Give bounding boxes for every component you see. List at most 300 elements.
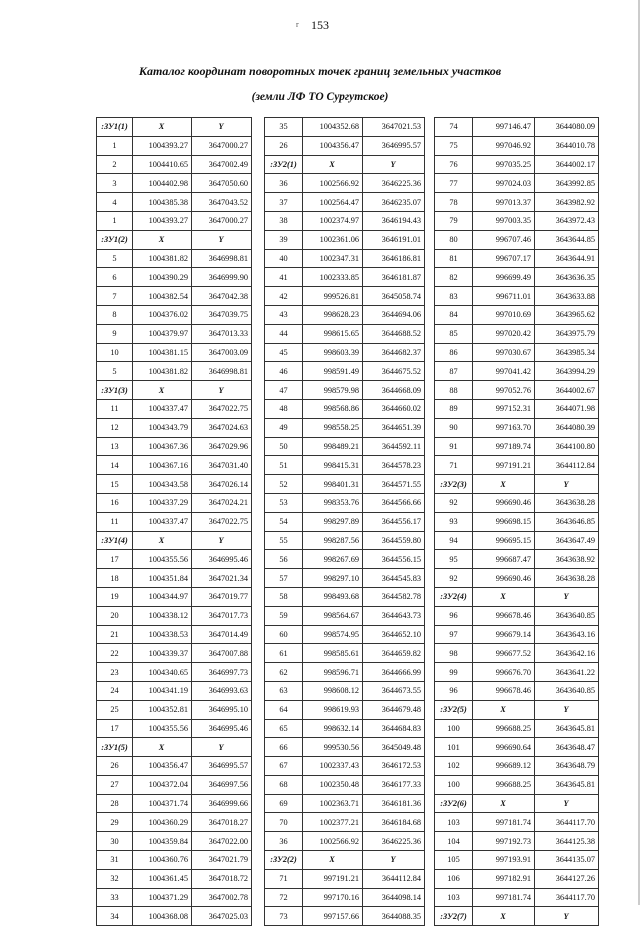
coord-y-cell: 3647031.40 [192, 456, 252, 475]
coord-x-cell: 997181.74 [473, 813, 535, 832]
coord-y-cell: 3644002.17 [535, 155, 599, 174]
coord-y-cell: 3644117.70 [535, 813, 599, 832]
table-row [435, 550, 599, 569]
table-row [97, 211, 252, 230]
point-id-cell: 15 [97, 475, 133, 494]
section-label: :ЗУ2(7) [435, 907, 473, 926]
coord-x-cell: 997192.73 [473, 832, 535, 851]
point-id-cell: 3 [97, 174, 133, 193]
point-id-cell: 100 [435, 775, 473, 794]
table-row [265, 832, 425, 851]
coord-x-cell: 1004367.16 [133, 456, 192, 475]
table-row [265, 136, 425, 155]
coord-x-cell: 997013.37 [473, 193, 535, 212]
point-id-cell: 33 [97, 888, 133, 907]
column-header-x: X [133, 381, 192, 400]
point-id-cell: 83 [435, 287, 473, 306]
table-row [265, 456, 425, 475]
coord-y-cell: 3644112.84 [535, 456, 599, 475]
point-id-cell: 36 [265, 174, 303, 193]
coord-y-cell: 3644688.52 [363, 324, 425, 343]
table-row [97, 587, 252, 606]
coord-y-cell: 3646177.33 [363, 775, 425, 794]
point-id-cell: 1 [97, 211, 133, 230]
coordinate-table-2 [264, 117, 425, 926]
table-row [265, 757, 425, 776]
coord-x-cell: 998267.69 [303, 550, 363, 569]
table-row [265, 606, 425, 625]
table-row [435, 493, 599, 512]
coord-y-cell: 3646181.87 [363, 268, 425, 287]
coord-y-cell: 3647029.96 [192, 437, 252, 456]
section-label: :ЗУ2(4) [435, 587, 473, 606]
coord-y-cell: 3646225.36 [363, 174, 425, 193]
column-header-y: Y [363, 155, 425, 174]
coord-y-cell: 3644652.10 [363, 625, 425, 644]
point-id-cell: 7 [97, 287, 133, 306]
coord-x-cell: 997146.47 [473, 118, 535, 137]
table-row [97, 757, 252, 776]
coord-x-cell: 996689.12 [473, 757, 535, 776]
table-row [265, 738, 425, 757]
coord-x-cell: 998297.10 [303, 569, 363, 588]
coord-y-cell: 3644571.55 [363, 475, 425, 494]
coord-x-cell: 997052.76 [473, 381, 535, 400]
point-id-cell: 53 [265, 493, 303, 512]
column-header-x: X [473, 794, 535, 813]
section-label: :ЗУ2(6) [435, 794, 473, 813]
coord-y-cell: 3647018.27 [192, 813, 252, 832]
table-row [435, 381, 599, 400]
table-row [97, 437, 252, 456]
point-id-cell: 46 [265, 362, 303, 381]
coord-x-cell: 998608.12 [303, 681, 363, 700]
column-header-y: Y [192, 738, 252, 757]
coord-y-cell: 3646995.57 [363, 136, 425, 155]
coord-x-cell: 1002363.71 [303, 794, 363, 813]
coord-y-cell: 3647022.00 [192, 832, 252, 851]
point-id-cell: 26 [97, 757, 133, 776]
table-row [97, 193, 252, 212]
column-header-x: X [133, 230, 192, 249]
point-id-cell: 90 [435, 418, 473, 437]
point-id-cell: 17 [97, 550, 133, 569]
point-id-cell: 27 [97, 775, 133, 794]
point-id-cell: 63 [265, 681, 303, 700]
coord-y-cell: 3643648.47 [535, 738, 599, 757]
table-row [435, 249, 599, 268]
table-row [435, 174, 599, 193]
section-label: :ЗУ2(1) [265, 155, 303, 174]
point-id-cell: 78 [435, 193, 473, 212]
section-header-row [97, 118, 252, 137]
point-id-cell: 92 [435, 569, 473, 588]
point-id-cell: 18 [97, 569, 133, 588]
coord-x-cell: 1004393.27 [133, 211, 192, 230]
table-row [265, 305, 425, 324]
table-row [97, 174, 252, 193]
table-row [435, 418, 599, 437]
point-id-cell: 76 [435, 155, 473, 174]
coord-y-cell: 3646998.81 [192, 249, 252, 268]
point-id-cell: 57 [265, 569, 303, 588]
table-row [265, 587, 425, 606]
table-row [97, 418, 252, 437]
coord-y-cell: 3643965.62 [535, 305, 599, 324]
coord-x-cell: 996690.46 [473, 569, 535, 588]
coord-x-cell: 1004352.68 [303, 118, 363, 137]
coord-y-cell: 3644684.83 [363, 719, 425, 738]
coord-x-cell: 1004355.56 [133, 550, 192, 569]
point-id-cell: 41 [265, 268, 303, 287]
table-row [97, 493, 252, 512]
point-id-cell: 92 [435, 493, 473, 512]
coord-y-cell: 3646993.63 [192, 681, 252, 700]
coord-x-cell: 998632.14 [303, 719, 363, 738]
point-id-cell: 106 [435, 869, 473, 888]
point-id-cell: 11 [97, 512, 133, 531]
table-row [435, 399, 599, 418]
section-label: :ЗУ2(3) [435, 475, 473, 494]
coord-y-cell: 3646225.36 [363, 832, 425, 851]
table-row [265, 249, 425, 268]
coord-x-cell: 1004338.53 [133, 625, 192, 644]
point-id-cell: 28 [97, 794, 133, 813]
coord-x-cell: 1004339.37 [133, 644, 192, 663]
coord-x-cell: 1002333.85 [303, 268, 363, 287]
table-row [97, 813, 252, 832]
table-row [435, 437, 599, 456]
column-header-y: Y [535, 475, 599, 494]
coordinate-table-3 [434, 117, 599, 926]
table-row [435, 268, 599, 287]
point-id-cell: 51 [265, 456, 303, 475]
coord-y-cell: 3644117.70 [535, 888, 599, 907]
section-header-row [435, 907, 599, 926]
section-label: :ЗУ1(1) [97, 118, 133, 137]
coord-y-cell: 3646997.56 [192, 775, 252, 794]
coord-y-cell: 3644643.73 [363, 606, 425, 625]
table-row [97, 606, 252, 625]
table-row [265, 381, 425, 400]
section-label: :ЗУ2(2) [265, 851, 303, 870]
table-row [435, 211, 599, 230]
column-header-x: X [133, 118, 192, 137]
section-label: :ЗУ1(3) [97, 381, 133, 400]
coord-x-cell: 997010.69 [473, 305, 535, 324]
point-id-cell: 100 [435, 719, 473, 738]
coord-y-cell: 3643640.85 [535, 606, 599, 625]
point-id-cell: 98 [435, 644, 473, 663]
coord-y-cell: 3644010.78 [535, 136, 599, 155]
coord-y-cell: 3644080.39 [535, 418, 599, 437]
coord-x-cell: 997191.21 [303, 869, 363, 888]
table-row [265, 475, 425, 494]
point-id-cell: 86 [435, 343, 473, 362]
coord-y-cell: 3646184.68 [363, 813, 425, 832]
table-row [265, 268, 425, 287]
point-id-cell: 17 [97, 719, 133, 738]
table-row [265, 869, 425, 888]
table-row [435, 456, 599, 475]
coord-x-cell: 1004337.29 [133, 493, 192, 512]
coord-x-cell: 996688.25 [473, 719, 535, 738]
column-header-y: Y [192, 118, 252, 137]
point-id-cell: 68 [265, 775, 303, 794]
coord-y-cell: 3644566.66 [363, 493, 425, 512]
table-row [97, 775, 252, 794]
point-id-cell: 105 [435, 851, 473, 870]
coord-y-cell: 3644071.98 [535, 399, 599, 418]
point-id-cell: 79 [435, 211, 473, 230]
coord-y-cell: 3643985.34 [535, 343, 599, 362]
coordinate-table-1 [96, 117, 252, 926]
point-id-cell: 45 [265, 343, 303, 362]
point-id-cell: 91 [435, 437, 473, 456]
column-header-y: Y [535, 700, 599, 719]
coord-x-cell: 1004337.47 [133, 512, 192, 531]
coord-x-cell: 997020.42 [473, 324, 535, 343]
section-header-row [265, 851, 425, 870]
table-row [97, 249, 252, 268]
table-row [435, 362, 599, 381]
coord-x-cell: 997157.66 [303, 907, 363, 926]
coord-x-cell: 996711.01 [473, 287, 535, 306]
point-id-cell: 87 [435, 362, 473, 381]
point-id-cell: 58 [265, 587, 303, 606]
coord-y-cell: 3647022.75 [192, 512, 252, 531]
coord-x-cell: 996690.64 [473, 738, 535, 757]
column-header-y: Y [535, 907, 599, 926]
coord-x-cell: 998401.31 [303, 475, 363, 494]
table-row [97, 456, 252, 475]
coord-y-cell: 3643647.49 [535, 531, 599, 550]
table-row [265, 193, 425, 212]
coord-x-cell: 1002347.31 [303, 249, 363, 268]
point-id-cell: 38 [265, 211, 303, 230]
table-row [435, 531, 599, 550]
point-id-cell: 54 [265, 512, 303, 531]
coord-x-cell: 996707.17 [473, 249, 535, 268]
coord-y-cell: 3643646.85 [535, 512, 599, 531]
coord-y-cell: 3647002.78 [192, 888, 252, 907]
point-id-cell: 14 [97, 456, 133, 475]
coord-y-cell: 3643644.85 [535, 230, 599, 249]
section-header-row [435, 794, 599, 813]
point-id-cell: 39 [265, 230, 303, 249]
point-id-cell: 84 [435, 305, 473, 324]
coord-y-cell: 3644659.82 [363, 644, 425, 663]
coord-x-cell: 1004371.29 [133, 888, 192, 907]
point-id-cell: 56 [265, 550, 303, 569]
point-id-cell: 67 [265, 757, 303, 776]
section-label: :ЗУ1(2) [97, 230, 133, 249]
coord-x-cell: 997163.70 [473, 418, 535, 437]
coord-x-cell: 997041.42 [473, 362, 535, 381]
coord-x-cell: 1004356.47 [303, 136, 363, 155]
point-id-cell: 12 [97, 418, 133, 437]
coord-y-cell: 3646995.10 [192, 700, 252, 719]
table-row [435, 625, 599, 644]
coord-x-cell: 997170.16 [303, 888, 363, 907]
point-id-cell: 11 [97, 399, 133, 418]
table-row [435, 775, 599, 794]
point-id-cell: 10 [97, 343, 133, 362]
coord-x-cell: 1004338.12 [133, 606, 192, 625]
point-id-cell: 20 [97, 606, 133, 625]
coord-y-cell: 3644578.23 [363, 456, 425, 475]
coord-x-cell: 1002361.06 [303, 230, 363, 249]
point-id-cell: 34 [97, 907, 133, 926]
point-id-cell: 101 [435, 738, 473, 757]
coord-x-cell: 1004379.97 [133, 324, 192, 343]
table-row [97, 663, 252, 682]
coord-y-cell: 3643638.28 [535, 493, 599, 512]
coord-y-cell: 3647019.77 [192, 587, 252, 606]
section-label: :ЗУ1(4) [97, 531, 133, 550]
coord-y-cell: 3644592.11 [363, 437, 425, 456]
point-id-cell: 6 [97, 268, 133, 287]
coord-x-cell: 997046.92 [473, 136, 535, 155]
coord-x-cell: 998493.68 [303, 587, 363, 606]
coord-y-cell: 3644660.02 [363, 399, 425, 418]
coord-x-cell: 1004368.08 [133, 907, 192, 926]
coord-x-cell: 1004343.58 [133, 475, 192, 494]
table-row [435, 663, 599, 682]
coord-y-cell: 3644651.39 [363, 418, 425, 437]
point-id-cell: 47 [265, 381, 303, 400]
coord-x-cell: 997189.74 [473, 437, 535, 456]
coord-x-cell: 998596.71 [303, 663, 363, 682]
point-id-cell: 80 [435, 230, 473, 249]
column-header-y: Y [535, 587, 599, 606]
point-id-cell: 50 [265, 437, 303, 456]
point-id-cell: 70 [265, 813, 303, 832]
table-row [265, 531, 425, 550]
point-id-cell: 72 [265, 888, 303, 907]
coord-y-cell: 3644135.07 [535, 851, 599, 870]
coord-x-cell: 1004340.65 [133, 663, 192, 682]
coord-x-cell: 1004410.65 [133, 155, 192, 174]
coord-x-cell: 998591.49 [303, 362, 363, 381]
coord-x-cell: 997193.91 [473, 851, 535, 870]
table-row [435, 230, 599, 249]
coord-y-cell: 3647007.88 [192, 644, 252, 663]
column-header-x: X [303, 851, 363, 870]
coord-x-cell: 1004343.79 [133, 418, 192, 437]
coord-y-cell: 3646172.53 [363, 757, 425, 776]
coord-x-cell: 996678.46 [473, 681, 535, 700]
table-row [265, 118, 425, 137]
coord-x-cell: 997003.35 [473, 211, 535, 230]
point-id-cell: 77 [435, 174, 473, 193]
table-row [265, 550, 425, 569]
coord-y-cell: 3647002.49 [192, 155, 252, 174]
document-subtitle: (земли ЛФ ТО Сургутское) [251, 91, 389, 103]
table-row [97, 681, 252, 700]
coord-x-cell: 997030.67 [473, 343, 535, 362]
coord-y-cell: 3646997.73 [192, 663, 252, 682]
coord-x-cell: 996698.15 [473, 512, 535, 531]
point-id-cell: 31 [97, 851, 133, 870]
table-row [435, 757, 599, 776]
point-id-cell: 23 [97, 663, 133, 682]
coord-y-cell: 3644088.35 [363, 907, 425, 926]
coord-x-cell: 1004371.74 [133, 794, 192, 813]
point-id-cell: 48 [265, 399, 303, 418]
coord-y-cell: 3647000.27 [192, 211, 252, 230]
point-id-cell: 74 [435, 118, 473, 137]
table-row [265, 399, 425, 418]
coord-x-cell: 1004351.84 [133, 569, 192, 588]
coord-x-cell: 996707.46 [473, 230, 535, 249]
coord-x-cell: 1004376.02 [133, 305, 192, 324]
point-id-cell: 49 [265, 418, 303, 437]
coord-y-cell: 3647042.38 [192, 287, 252, 306]
table-row [97, 794, 252, 813]
coord-y-cell: 3646995.46 [192, 719, 252, 738]
coord-y-cell: 3644559.80 [363, 531, 425, 550]
point-id-cell: 21 [97, 625, 133, 644]
table-row [435, 719, 599, 738]
coord-y-cell: 3644127.26 [535, 869, 599, 888]
point-id-cell: 94 [435, 531, 473, 550]
point-id-cell: 8 [97, 305, 133, 324]
section-header-row [97, 230, 252, 249]
coord-x-cell: 996676.70 [473, 663, 535, 682]
table-row [435, 832, 599, 851]
coord-y-cell: 3646995.57 [192, 757, 252, 776]
point-id-cell: 4 [97, 193, 133, 212]
coord-x-cell: 1002374.97 [303, 211, 363, 230]
table-row [265, 343, 425, 362]
point-id-cell: 40 [265, 249, 303, 268]
coord-y-cell: 3647043.52 [192, 193, 252, 212]
table-row [265, 813, 425, 832]
coord-x-cell: 1004344.97 [133, 587, 192, 606]
coord-x-cell: 1004360.29 [133, 813, 192, 832]
point-id-cell: 96 [435, 606, 473, 625]
point-id-cell: 66 [265, 738, 303, 757]
table-row [97, 625, 252, 644]
table-row [265, 888, 425, 907]
point-id-cell: 44 [265, 324, 303, 343]
table-row [435, 343, 599, 362]
point-id-cell: 62 [265, 663, 303, 682]
table-row [265, 211, 425, 230]
coord-x-cell: 996688.25 [473, 775, 535, 794]
column-header-x: X [133, 531, 192, 550]
coord-x-cell: 996678.46 [473, 606, 535, 625]
coord-y-cell: 3646235.07 [363, 193, 425, 212]
point-id-cell: 103 [435, 888, 473, 907]
coord-x-cell: 998297.89 [303, 512, 363, 531]
document-title: Каталог координат поворотных точек границ земельных участков [138, 64, 502, 78]
table-row [435, 305, 599, 324]
coord-x-cell: 1004361.45 [133, 869, 192, 888]
section-header-row [435, 475, 599, 494]
table-row [97, 136, 252, 155]
coord-x-cell: 1004341.19 [133, 681, 192, 700]
table-row [265, 907, 425, 926]
coord-x-cell: 1004381.15 [133, 343, 192, 362]
coord-x-cell: 997182.91 [473, 869, 535, 888]
table-row [435, 888, 599, 907]
coord-x-cell: 1004381.82 [133, 249, 192, 268]
coord-x-cell: 1002566.92 [303, 832, 363, 851]
table-row [435, 851, 599, 870]
point-id-cell: 16 [97, 493, 133, 512]
